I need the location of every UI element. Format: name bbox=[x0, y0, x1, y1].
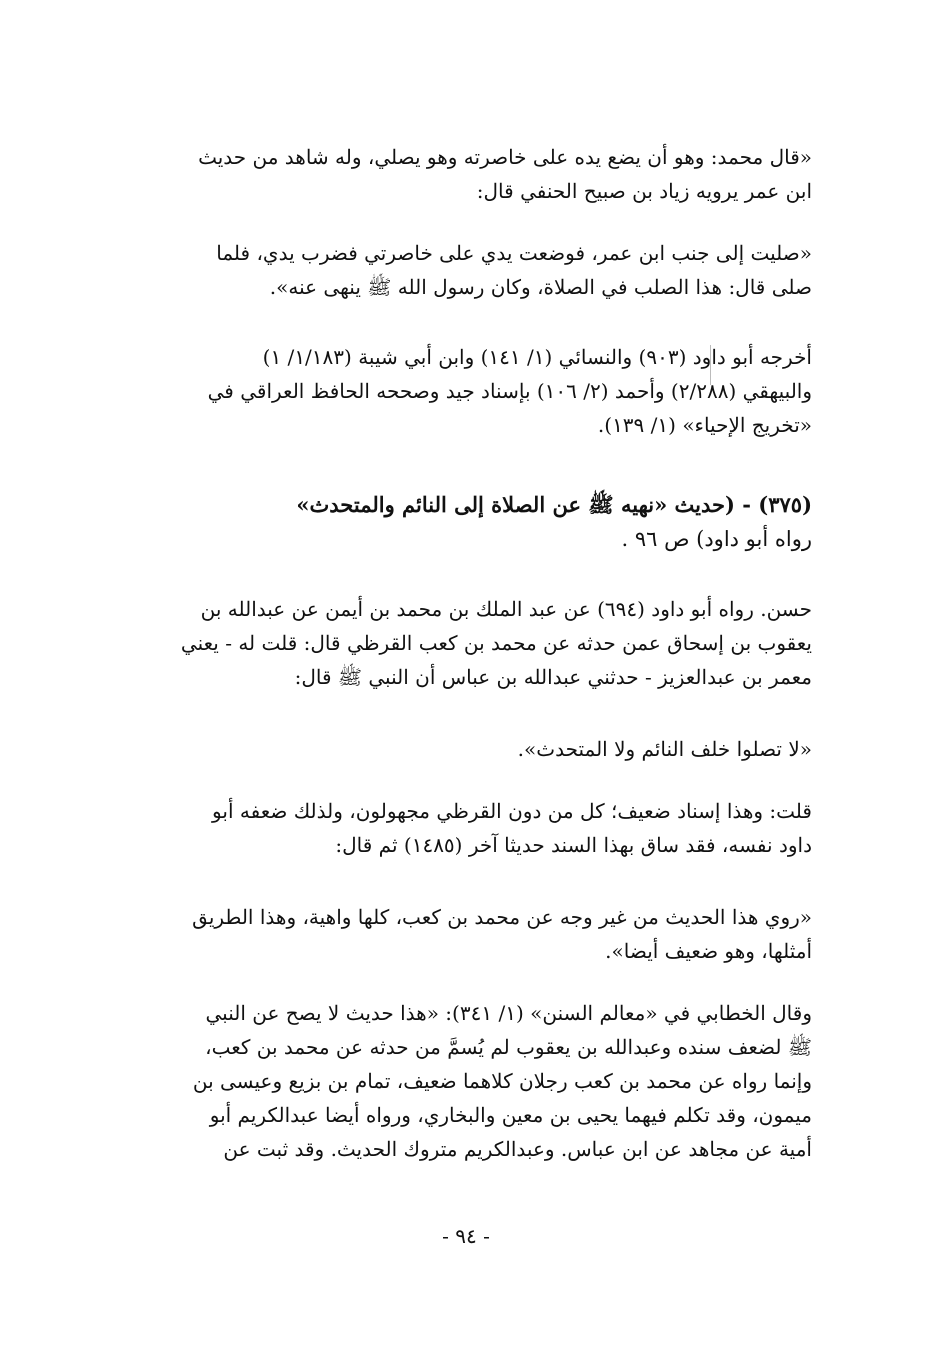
text-line: ابن عمر يرويه زياد بن صبيح الحنفي قال: bbox=[476, 179, 812, 203]
text-line: داود نفسه، فقد ساق بهذا السند حديثا آخر (١٤٨٥) ثم قال: bbox=[335, 833, 812, 857]
text-line: معمر بن عبدالعزيز - حدثني عبدالله بن عباس أن النبي ﷺ قال: bbox=[294, 665, 812, 689]
text-line: أمثلها، وهو ضعيف أيضا». bbox=[605, 939, 812, 963]
text-line: والبيهقي (٢/٢٨٨) وأحمد (٢/ ١٠٦) بإسناد جيد وصححه الحافظ العراقي في bbox=[207, 379, 812, 403]
paragraph-hasan-grading bbox=[100, 592, 812, 694]
paragraph-hadith-text bbox=[100, 732, 812, 766]
scan-margin-mark bbox=[710, 345, 711, 385]
paragraph-abu-dawud-quote bbox=[100, 900, 812, 968]
paragraph-hadith-ibn-umar bbox=[100, 236, 812, 304]
paragraph-quote-muhammad bbox=[100, 140, 812, 208]
text-line: «صليت إلى جنب ابن عمر، فوضعت يدي على خاصرتي فضرب يدي، فلما bbox=[216, 241, 812, 265]
text-line: أمية عن مجاهد عن ابن عباس. وعبدالكريم متروك الحديث. وقد ثبت عن bbox=[223, 1137, 812, 1161]
text-line: صلى قال: هذا الصلب في الصلاة، وكان رسول الله ﷺ ينهى عنه». bbox=[269, 275, 812, 299]
paragraph-khattabi bbox=[100, 996, 812, 1166]
text-line: وقال الخطابي في «معالم السنن» (١/ ٣٤١): «هذا حديث لا يصح عن النبي bbox=[205, 1001, 812, 1025]
text-line: «تخريج الإحياء» (١/ ١٣٩). bbox=[597, 413, 812, 437]
paragraph-takhrij bbox=[100, 340, 812, 442]
text-line: يعقوب بن إسحاق عمن حدثه عن محمد بن كعب القرظي قال: قلت له - يعني bbox=[180, 631, 812, 655]
heading-line: رواه أبو داود) ص ٩٦ . bbox=[621, 527, 812, 551]
text-line: «لا تصلوا خلف النائم ولا المتحدث». bbox=[517, 737, 812, 761]
heading-line: (٣٧٥) - (حديث «نهيه ﷺ عن الصلاة إلى النائم والمتحدث» bbox=[296, 492, 812, 517]
text-line: «روي هذا الحديث من غير وجه عن محمد بن كعب، كلها واهية، وهذا الطريق bbox=[192, 905, 812, 929]
text-line: أخرجه أبو داود (٩٠٣) والنسائي (١/ ١٤١) وابن أبي شيبة (١/١٨٣/ ١) bbox=[262, 345, 812, 369]
page-number: - ٩٤ - bbox=[442, 1224, 490, 1248]
hadith-heading-375 bbox=[100, 488, 812, 556]
text-line: ﷺ لضعف سنده وعبدالله بن يعقوب لم يُسمَّ من حدثه عن محمد بن كعب، bbox=[205, 1035, 812, 1059]
text-line: ميمون، وقد تكلم فيهما يحيى بن معين والبخاري، ورواه أيضا عبدالكريم أبو bbox=[209, 1103, 812, 1127]
text-line: وإنما رواه عن محمد بن كعب رجلان كلاهما ضعيف، تمام بن بزيع وعيسى بن bbox=[192, 1069, 812, 1093]
text-line: قلت: وهذا إسناد ضعيف؛ كل من دون القرظي مجهولون، ولذلك ضعفه أبو bbox=[212, 799, 812, 823]
paragraph-qultu bbox=[100, 794, 812, 862]
text-line: حسن. رواه أبو داود (٦٩٤) عن عبد الملك بن محمد بن أيمن عن عبدالله بن bbox=[200, 597, 812, 621]
text-line: «قال محمد: وهو أن يضع يده على خاصرته وهو يصلي، وله شاهد من حديث bbox=[198, 145, 812, 169]
